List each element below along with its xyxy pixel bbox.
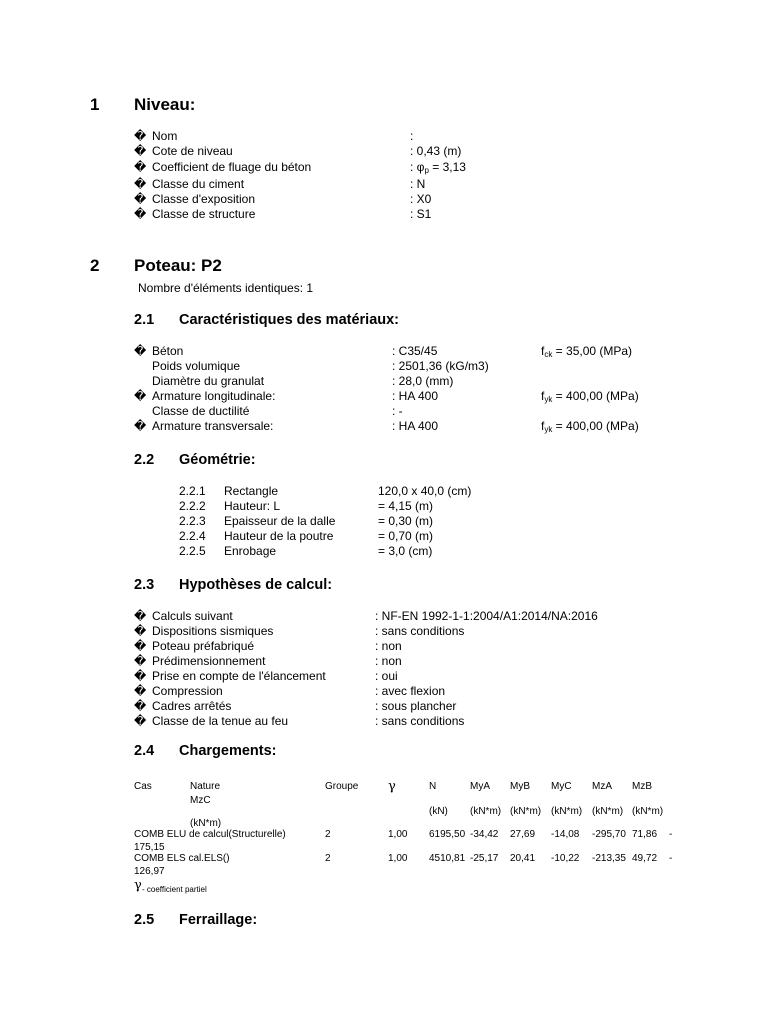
niveau-value [410,160,466,174]
niveau-label: Classe de structure [152,207,256,221]
geometry-label: Hauteur de la poutre [224,529,334,543]
geometry-label: Enrobage [224,544,277,558]
unit-mya: (kN*m) [470,806,502,817]
geometry-number: 2.2.5 [179,544,206,558]
section-2-5-title: Ferraillage: [179,912,258,928]
bullet-icon: � [134,654,147,668]
geometry-value: = 0,30 (m) [378,514,434,528]
strength-subscript: yk [544,395,553,404]
cell-n: 4510,81 [429,853,466,864]
bullet-icon: � [134,609,147,623]
geometry-value: = 4,15 (m) [378,499,434,513]
hypothesis-label: Prise en compte de l'élancement [152,669,326,683]
section-1-title: Niveau: [134,95,196,114]
niveau-label: Classe du ciment [152,177,245,191]
header-n: N [429,781,437,792]
cell-groupe: 2 [325,829,331,840]
cell-mza: -295,70 [592,829,626,840]
material-label: Armature transversale: [152,419,274,433]
section-2-2-number: 2.2 [134,452,155,468]
hypothesis-value: : sous plancher [375,699,457,713]
section-2-1-title: Caractéristiques des matériaux: [179,312,400,328]
material-label: Diamètre du granulat [152,374,265,388]
strength-value: = 400,00 (MPa) [552,389,639,403]
niveau-value: : S1 [410,207,432,221]
material-label: Béton [152,344,184,358]
unit-mza: (kN*m) [592,806,624,817]
material-value: : - [392,404,403,418]
hypothesis-label: Calculs suivant [152,609,233,623]
geometry-number: 2.2.1 [179,484,206,498]
header-nature: Nature [190,781,221,792]
section-2-3-number: 2.3 [134,577,155,593]
cell-myb: 20,41 [510,853,536,864]
geometry-number: 2.2.4 [179,529,206,543]
hypothesis-label: Compression [152,684,223,698]
bullet-icon: � [134,669,147,683]
hypothesis-value: : sans conditions [375,624,465,638]
value-rest: = 3,13 [428,160,466,174]
strength-symbol: f [541,389,545,403]
strength-subscript: ck [544,350,553,359]
cell-mzc: 126,97 [134,866,165,877]
bullet-icon: � [134,144,147,158]
section-2-1-number: 2.1 [134,312,155,328]
hypothesis-value: : non [375,654,402,668]
bullet-icon: � [134,160,147,174]
unit-myc: (kN*m) [551,806,583,817]
geometry-number: 2.2.2 [179,499,206,513]
hypothesis-label: Classe de la tenue au feu [152,714,289,728]
cell-cas: COMB ELU de calcul(Structurelle) [134,829,286,840]
bullet-icon: � [134,419,147,433]
cell-myc: -14,08 [551,829,580,840]
header-gamma: γ [388,779,396,794]
bullet-icon: � [134,344,147,358]
strength-value: = 400,00 (MPa) [552,419,639,433]
cell-mzc-sign: - [669,853,673,864]
niveau-label: Classe d'exposition [152,192,256,206]
bullet-icon: � [134,684,147,698]
material-label: Armature longitudinale: [152,389,276,403]
cell-mzc-sign: - [669,829,673,840]
material-value: : HA 400 [392,419,439,433]
header-groupe: Groupe [325,781,359,792]
unit-mzc: (kN*m) [190,818,222,829]
geometry-value: 120,0 x 40,0 (cm) [378,484,472,498]
cell-mzb: 49,72 [632,853,658,864]
unit-mzb: (kN*m) [632,806,664,817]
geometry-number: 2.2.3 [179,514,206,528]
material-strength [541,389,639,403]
material-value: : HA 400 [392,389,439,403]
value-prefix: : φ [410,160,425,174]
bullet-icon: � [134,177,147,191]
hypothesis-value: : avec flexion [375,684,446,698]
niveau-value: : N [410,177,426,191]
hypothesis-label: Poteau préfabriqué [152,639,255,653]
niveau-value: : X0 [410,192,432,206]
section-2-2-title: Géométrie: [179,452,256,468]
niveau-label: Coefficient de fluage du béton [152,160,312,174]
cell-gamma: 1,00 [388,853,408,864]
geometry-label: Epaisseur de la dalle [224,514,336,528]
bullet-icon: � [134,207,147,221]
strength-symbol: f [541,419,545,433]
cell-mya: -25,17 [470,853,499,864]
hypothesis-value: : non [375,639,402,653]
cell-cas: COMB ELS cal.ELS() [134,853,230,864]
niveau-label: Cote de niveau [152,144,233,158]
niveau-label: Nom [152,129,178,143]
geometry-value: = 3,0 (cm) [378,544,433,558]
material-label: Classe de ductilité [152,404,250,418]
cell-mzc: 175,15 [134,842,165,853]
material-strength [541,419,639,433]
value-subscript: p [424,166,429,175]
footnote-text: - coefficient partiel [142,885,207,894]
unit-myb: (kN*m) [510,806,542,817]
hypothesis-label: Prédimensionnement [152,654,266,668]
header-myc: MyC [551,781,572,792]
cell-mzb: 71,86 [632,829,658,840]
strength-subscript: yk [544,425,553,434]
cell-myc: -10,22 [551,853,580,864]
material-value: : 2501,36 (kG/m3) [392,359,489,373]
strength-value: = 35,00 (MPa) [552,344,633,358]
header-cas: Cas [134,781,152,792]
cell-myb: 27,69 [510,829,536,840]
bullet-icon: � [134,639,147,653]
bullet-icon: � [134,389,147,403]
footnote-gamma-symbol: γ [134,878,142,893]
hypothesis-value: : oui [375,669,398,683]
bullet-icon: � [134,129,147,143]
section-2-title: Poteau: P2 [134,256,222,275]
material-strength [541,344,632,358]
material-value: : C35/45 [392,344,438,358]
bullet-icon: � [134,192,147,206]
header-mza: MzA [592,781,612,792]
section-2-number: 2 [90,256,100,275]
cell-gamma: 1,00 [388,829,408,840]
hypothesis-label: Cadres arrêtés [152,699,232,713]
section-2-5-number: 2.5 [134,912,155,928]
material-label: Poids volumique [152,359,241,373]
header-mya: MyA [470,781,490,792]
section-2-3-title: Hypothèses de calcul: [179,577,333,593]
section-1-number: 1 [90,95,100,114]
bullet-icon: � [134,714,147,728]
niveau-value: : 0,43 (m) [410,144,462,158]
section-2-4-title: Chargements: [179,743,277,759]
cell-groupe: 2 [325,853,331,864]
hypothesis-label: Dispositions sismiques [152,624,274,638]
material-value: : 28,0 (mm) [392,374,454,388]
cell-mza: -213,35 [592,853,626,864]
hypothesis-value: : sans conditions [375,714,465,728]
bullet-icon: � [134,624,147,638]
strength-symbol: f [541,344,545,358]
identical-elements-note: Nombre d'éléments identiques: 1 [138,281,314,295]
unit-n: (kN) [429,806,448,817]
header-myb: MyB [510,781,530,792]
cell-n: 6195,50 [429,829,466,840]
geometry-label: Rectangle [224,484,279,498]
hypothesis-value: : NF-EN 1992-1-1:2004/A1:2014/NA:2016 [375,609,598,623]
header-mzc: MzC [190,795,211,806]
geometry-label: Hauteur: L [224,499,281,513]
bullet-icon: � [134,699,147,713]
geometry-value: = 0,70 (m) [378,529,434,543]
section-2-4-number: 2.4 [134,743,155,759]
header-mzb: MzB [632,781,652,792]
niveau-value: : [410,129,414,143]
cell-mya: -34,42 [470,829,499,840]
